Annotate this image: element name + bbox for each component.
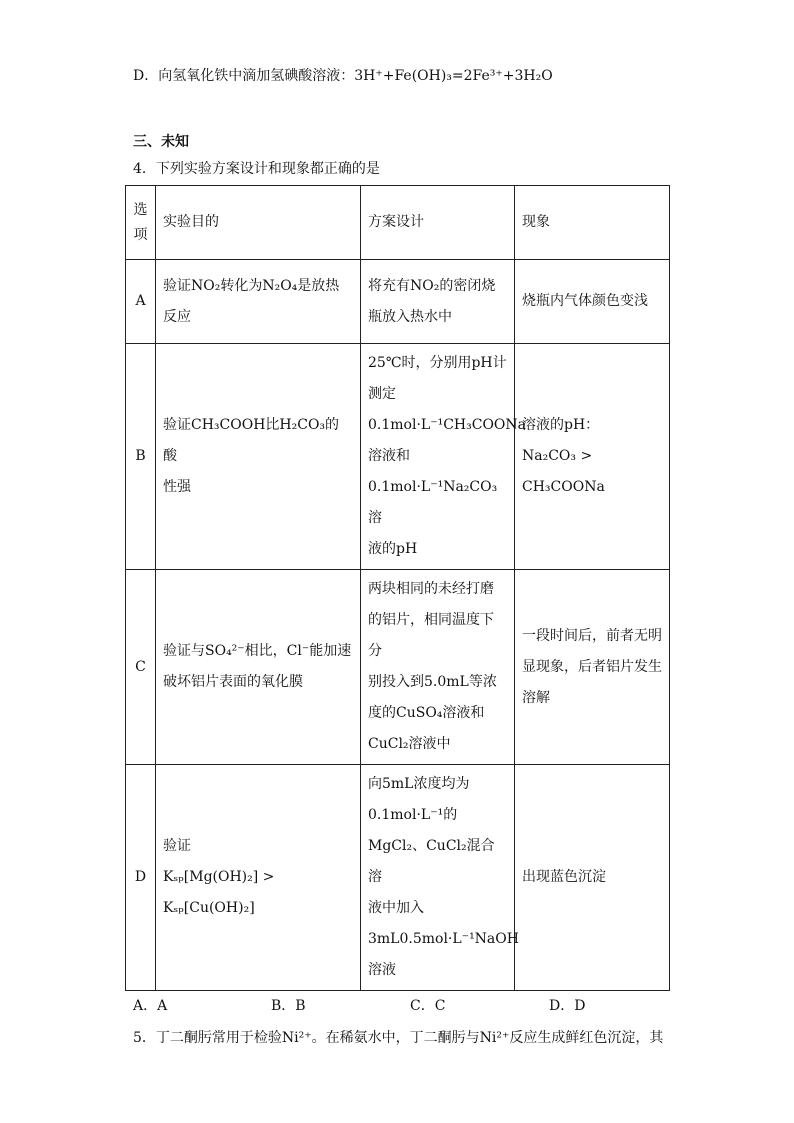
header-design: 方案设计	[361, 186, 515, 260]
header-option: 选项	[126, 186, 156, 260]
question-5-start: 5．丁二酮肟常用于检验Ni²⁺。在稀氨水中，丁二酮肟与Ni²⁺反应生成鲜红色沉淀，其	[133, 1030, 664, 1046]
row-phenomenon	[515, 260, 670, 344]
row-design	[361, 570, 515, 765]
row-purpose-line: 验证与SO₄²⁻相比，Cl⁻能加速	[163, 643, 352, 659]
row-design-line: 溶液和	[368, 448, 410, 464]
row-design	[361, 344, 526, 570]
row-purpose-line: 验证CH₃COOH比H₂CO₃的酸	[163, 417, 340, 464]
table-row	[126, 765, 670, 991]
table-header-row	[126, 186, 670, 260]
row-design-line: 溶液	[368, 962, 396, 978]
row-phenomenon-line: 一段时间后，前者无明	[522, 627, 662, 644]
choice-a[interactable]: A．A	[133, 998, 168, 1014]
row-option: A	[126, 260, 156, 344]
row-design-line: 测定	[368, 386, 396, 402]
row-purpose	[156, 570, 361, 765]
row-design-line: 液的pH	[368, 541, 418, 557]
row-phenomenon	[515, 344, 670, 570]
row-design-line: MgCl₂、CuCl₂混合溶	[368, 838, 495, 885]
row-design-line: 3mL0.5mol·L⁻¹NaOH	[368, 931, 519, 947]
row-phenomenon-line: Na₂CO₃ > CH₃COONa	[522, 448, 605, 495]
row-design-line: 0.1mol·L⁻¹CH₃COONa	[368, 417, 526, 433]
row-phenomenon	[515, 570, 670, 765]
row-phenomenon-line: 溶解	[522, 689, 550, 706]
row-phenomenon-line: 出现蓝色沉淀	[522, 869, 606, 885]
row-purpose	[156, 765, 361, 991]
table-row	[126, 260, 670, 344]
row-option: C	[126, 570, 156, 765]
row-design	[361, 765, 519, 991]
row-phenomenon	[515, 765, 670, 991]
row-design-line: 液中加入	[368, 900, 424, 916]
row-design-line: 度的CuSO₄溶液和	[368, 705, 485, 721]
row-phenomenon-line: 显现象，后者铝片发生	[522, 658, 662, 675]
row-purpose-line: 反应	[163, 308, 191, 325]
row-phenomenon-line: 烧瓶内气体颜色变浅	[522, 293, 648, 309]
previous-option-d: D．向氢氧化铁中滴加氢碘酸溶液：3H⁺+Fe(OH)₃=2Fe³⁺+3H₂O	[133, 68, 553, 84]
row-option: D	[126, 765, 156, 991]
row-design-line: 别投入到5.0mL等浓	[368, 674, 497, 690]
row-design-line: 0.1mol·L⁻¹的	[368, 807, 458, 823]
row-design	[361, 260, 515, 344]
row-purpose-line: 性强	[163, 479, 191, 495]
section-heading: 三、未知	[133, 134, 189, 150]
row-purpose-line: Kₛₚ[Mg(OH)₂] > Kₛₚ[Cu(OH)₂]	[163, 869, 275, 916]
row-phenomenon-line: 溶液的pH：	[522, 417, 600, 433]
choice-c[interactable]: C．C	[410, 998, 446, 1014]
row-purpose-line: 验证	[163, 838, 191, 854]
row-design-line: CuCl₂溶液中	[368, 736, 451, 752]
question-4-table	[125, 185, 670, 991]
question-4-stem: 4．下列实验方案设计和现象都正确的是	[133, 161, 380, 177]
choice-b[interactable]: B．B	[271, 998, 306, 1014]
answer-choices	[133, 996, 693, 1016]
row-design-line: 25℃时，分别用pH计	[368, 355, 507, 371]
row-option: B	[126, 344, 156, 570]
row-purpose	[156, 344, 361, 570]
row-purpose-line: 验证NO₂转化为N₂O₄是放热	[163, 277, 340, 294]
row-design-line: 将充有NO₂的密闭烧	[368, 277, 496, 294]
row-design-line: 0.1mol·L⁻¹Na₂CO₃溶	[368, 479, 498, 526]
table-row	[126, 344, 670, 570]
row-design-line: 向5mL浓度均为	[368, 776, 470, 792]
table-row	[126, 570, 670, 765]
header-purpose: 实验目的	[156, 186, 361, 260]
row-design-line: 两块相同的未经打磨	[368, 581, 494, 597]
row-design-line: 的铝片，相同温度下分	[368, 612, 494, 659]
row-purpose-line: 破坏铝片表面的氧化膜	[163, 674, 303, 690]
row-design-line: 瓶放入热水中	[368, 308, 452, 325]
choice-d[interactable]: D．D	[549, 998, 586, 1014]
row-purpose	[156, 260, 361, 344]
header-phenomenon: 现象	[515, 186, 670, 260]
